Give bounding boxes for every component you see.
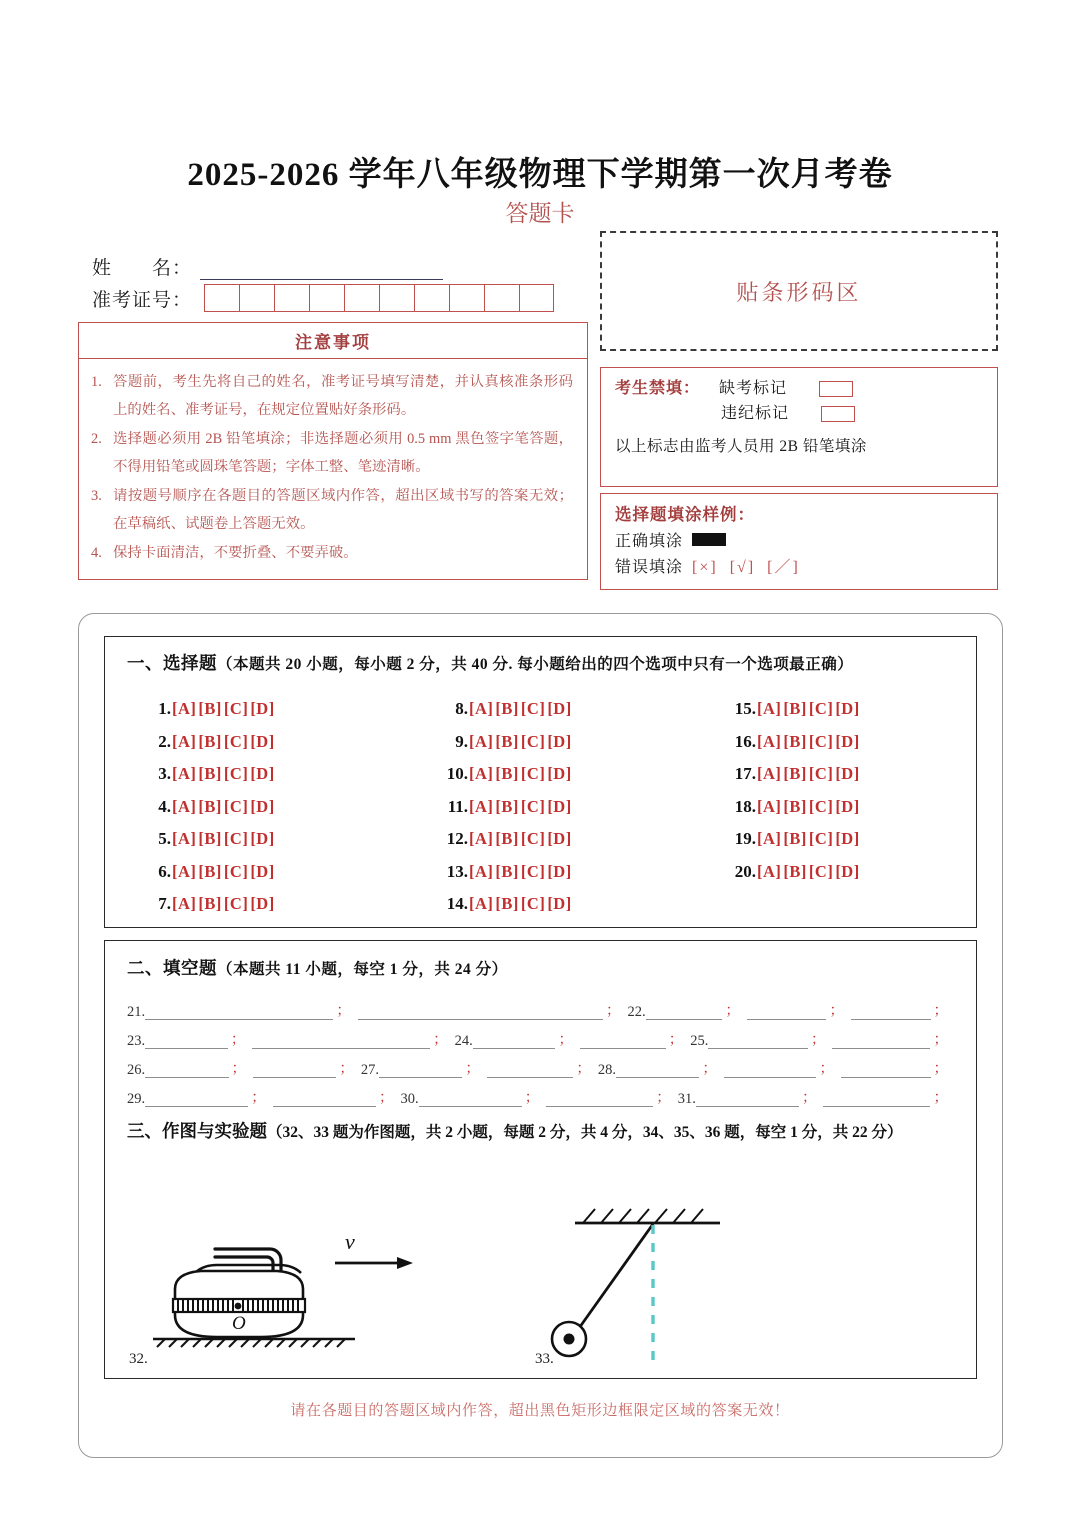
fill-blank-separator: ； (725, 1002, 740, 1019)
fill-blank-separator: ； (668, 1031, 684, 1048)
ticket-number-box[interactable] (274, 284, 309, 312)
choice-options (469, 699, 574, 719)
choice-bubble[interactable]: [D] (547, 861, 572, 881)
choice-options (469, 797, 574, 817)
choice-bubble[interactable]: [B] (783, 699, 807, 718)
choice-options (172, 764, 277, 784)
choice-bubble[interactable]: [C] (223, 764, 249, 783)
choice-bubble[interactable]: [A] (172, 796, 197, 816)
ticket-number-box[interactable] (309, 284, 344, 312)
fill-blank-separator: ； (606, 1002, 621, 1019)
wrong-fill-label: 错误填涂 (615, 559, 684, 576)
choice-row (442, 764, 574, 797)
fill-blank-rows (127, 991, 955, 1107)
choice-bubble[interactable]: [B] (783, 796, 807, 816)
choice-bubble[interactable]: [A] (469, 699, 494, 718)
choice-bubble[interactable]: [C] (520, 829, 546, 848)
choice-question-number: 8. (455, 699, 468, 718)
fill-example-box (600, 493, 998, 590)
choice-question-number: 16. (734, 731, 756, 751)
choice-bubble[interactable]: [A] (172, 861, 197, 881)
choice-bubble[interactable]: [C] (223, 829, 249, 848)
choice-row (145, 862, 277, 895)
choice-row (442, 699, 574, 732)
choice-bubble[interactable]: [A] (757, 861, 782, 881)
choice-bubble[interactable]: [D] (250, 699, 275, 718)
choice-bubble[interactable]: [A] (469, 861, 494, 881)
ticket-number-box[interactable] (204, 284, 239, 312)
notice-item-text: 选择题必须用 2B 铅笔填涂；非选择题必须用 0.5 mm 黑色签字笔答题，不得用铅笔或圆珠笔答题；字体工整、笔迹清晰。 (113, 431, 573, 476)
fill-blank-line[interactable] (823, 1090, 930, 1107)
fill-blank-separator: ； (378, 1089, 394, 1106)
choice-bubble[interactable]: [B] (495, 699, 519, 718)
choice-bubble[interactable]: [B] (783, 861, 807, 881)
pendulum-diagram (525, 1191, 805, 1376)
choice-question-number: 5. (158, 829, 171, 848)
choice-bubble[interactable]: [C] (808, 829, 834, 848)
choice-bubble[interactable]: [D] (250, 796, 275, 816)
violation-mark-checkbox[interactable] (821, 406, 855, 422)
choice-bubble[interactable]: [C] (520, 894, 546, 913)
velocity-label: v (345, 1229, 355, 1254)
choice-bubble[interactable]: [D] (250, 894, 275, 913)
choice-bubble[interactable]: [B] (198, 829, 222, 848)
fill-blank-separator: ； (251, 1089, 266, 1106)
ticket-number-box[interactable] (344, 284, 379, 312)
choice-question-number: 11. (447, 796, 468, 816)
choice-options (172, 797, 277, 817)
choice-row (145, 732, 277, 765)
section-fill-and-draw (104, 940, 977, 1379)
choice-bubble[interactable]: [D] (250, 731, 275, 751)
fill-blank-row (127, 1049, 955, 1078)
wrong-fill-mark: [／] (767, 559, 800, 576)
choice-bubble[interactable]: [A] (469, 764, 494, 783)
choice-question-number: 17. (734, 764, 756, 783)
notice-body (79, 359, 587, 579)
choice-question-number: 1. (158, 699, 171, 718)
fill-blank-line[interactable] (419, 1090, 522, 1107)
choice-options (172, 829, 277, 849)
section1-title: 一、选择题 (127, 653, 217, 673)
choice-options (172, 732, 277, 752)
notice-item-number: 3. (91, 488, 102, 505)
fill-blank-separator: ； (230, 1031, 246, 1048)
fill-blank-separator: ； (433, 1031, 448, 1048)
choice-bubble[interactable]: [D] (835, 861, 860, 881)
fill-blank-separator: ； (231, 1060, 246, 1077)
choice-bubble[interactable]: [C] (520, 861, 546, 881)
section2-title: 二、填空题 (127, 958, 217, 978)
choice-bubble[interactable]: [D] (835, 699, 860, 718)
choice-row (442, 732, 574, 765)
fill-blank-line[interactable] (358, 1003, 603, 1020)
fill-blank-separator: ； (933, 1060, 949, 1077)
choice-question-number: 13. (446, 861, 468, 881)
choice-bubble[interactable]: [C] (808, 861, 834, 881)
choice-column (442, 699, 574, 927)
wrong-fill-mark: [√] (729, 559, 756, 576)
fill-blank-separator: ； (933, 1002, 949, 1019)
choice-options (757, 829, 862, 849)
notice-item (91, 368, 573, 424)
proctor-marks-box (600, 367, 998, 487)
section3-detail: （32、33 题为作图题，共 2 小题，每题 2 分，共 4 分，34、35、36 题，每空 1 分，共 22 分） (267, 1124, 903, 1141)
choice-bubble[interactable]: [B] (198, 894, 222, 913)
choice-question-number: 15. (734, 699, 756, 718)
choice-bubble[interactable]: [A] (469, 894, 494, 913)
wrong-fill-mark: [×] (692, 559, 718, 576)
section-multiple-choice (104, 636, 977, 928)
choice-bubble[interactable]: [C] (808, 796, 834, 816)
choice-options (757, 862, 862, 882)
choice-bubble[interactable]: [D] (250, 861, 275, 881)
fill-blank-separator: ； (829, 1002, 844, 1019)
violation-mark-label: 违纪标记 (721, 404, 790, 422)
choice-bubble[interactable]: [D] (835, 731, 860, 751)
choice-bubble[interactable]: [C] (520, 796, 546, 816)
notice-item (91, 539, 573, 567)
fill-blank-line[interactable] (696, 1090, 799, 1107)
fill-question-number: 27. (360, 1061, 379, 1078)
choice-row (145, 829, 277, 862)
section3-title: 三、作图与实验题 (127, 1121, 267, 1141)
choice-question-number: 19. (734, 829, 756, 848)
choice-options (757, 797, 862, 817)
fill-question-number: 28. (597, 1061, 616, 1078)
choice-question-number: 4. (158, 796, 171, 816)
choice-row (442, 829, 574, 862)
choice-question-number: 14. (446, 894, 468, 913)
choice-bubble[interactable]: [D] (835, 796, 860, 816)
choice-question-number: 20. (734, 861, 756, 881)
choice-column (145, 699, 277, 927)
choice-row (730, 862, 862, 895)
fill-question-number: 22. (627, 1003, 646, 1020)
page-title: 2025-2026 学年八年级物理下学期第一次月考卷 (187, 157, 893, 193)
choice-options (469, 862, 574, 882)
wrong-fill-marks (692, 554, 812, 577)
choice-row (730, 732, 862, 765)
notice-item-text: 请按题号顺序在各题目的答题区域内作答，超出区域书写的答案无效；在草稿纸、试题卷上答题无效。 (113, 488, 573, 533)
correct-fill-row (615, 528, 997, 551)
choice-bubble[interactable]: [B] (495, 861, 519, 881)
choice-row (442, 894, 574, 927)
choice-bubble[interactable]: [B] (495, 796, 519, 816)
choice-bubble[interactable]: [A] (172, 829, 197, 848)
choice-bubble[interactable]: [B] (198, 731, 222, 751)
fill-blank-line[interactable] (253, 1061, 336, 1078)
choice-bubble[interactable]: [C] (520, 699, 546, 718)
fill-blank-line[interactable] (252, 1032, 430, 1049)
fill-blank-line[interactable] (851, 1003, 931, 1020)
choice-bubble[interactable]: [A] (757, 829, 782, 848)
fill-blank-line[interactable] (708, 1032, 808, 1049)
fill-blank-separator: ； (576, 1060, 591, 1077)
fill-question-number: 29. (127, 1090, 146, 1107)
choice-row (442, 862, 574, 895)
fill-blank-row (127, 1078, 955, 1107)
choice-question-number: 7. (158, 894, 171, 913)
choice-options (469, 764, 574, 784)
fill-blank-line[interactable] (616, 1061, 699, 1078)
choice-bubble[interactable]: [A] (172, 894, 197, 913)
ticket-number-row (92, 284, 554, 312)
footer-note: 请在各题目的答题区域内作答，超出黑色矩形边框限定区域的答案无效！ (290, 1403, 790, 1419)
fill-blank-line[interactable] (145, 1090, 248, 1107)
choice-bubble[interactable]: [C] (808, 764, 834, 783)
page-subtitle: 答题卡 (505, 201, 575, 226)
choice-row (145, 894, 277, 927)
choice-bubble[interactable]: [B] (783, 731, 807, 751)
absent-mark-row (615, 377, 997, 402)
fill-blank-line[interactable] (379, 1061, 462, 1078)
choice-question-number: 18. (734, 796, 756, 816)
fill-blank-separator: ； (336, 1002, 351, 1019)
fill-blank-line[interactable] (832, 1032, 930, 1049)
choice-question-number: 12. (446, 829, 468, 848)
choice-bubble[interactable]: [A] (757, 796, 782, 816)
fill-blank-line[interactable] (841, 1061, 931, 1078)
choice-question-number: 6. (158, 861, 171, 881)
fill-blank-separator: ； (339, 1060, 354, 1077)
choice-bubble[interactable]: [D] (547, 699, 572, 718)
fill-blank-separator: ； (656, 1089, 671, 1106)
choice-options (172, 699, 277, 719)
choice-bubble[interactable]: [D] (547, 731, 572, 751)
choice-options (757, 732, 862, 752)
choice-row (730, 829, 862, 862)
fill-blank-row (127, 1020, 955, 1049)
notice-item-number: 1. (91, 374, 102, 390)
fill-blank-line[interactable] (145, 1003, 333, 1020)
fill-blank-row (127, 991, 955, 1020)
choice-bubble[interactable]: [C] (808, 699, 834, 718)
choice-bubble[interactable]: [C] (223, 894, 249, 913)
fill-blank-separator: ； (810, 1031, 826, 1048)
choice-bubble[interactable]: [A] (469, 796, 494, 816)
choice-bubble[interactable]: [B] (495, 894, 519, 913)
curling-stone-diagram (145, 1211, 475, 1371)
fill-blank-line[interactable] (747, 1003, 827, 1020)
notice-title: 注意事项 (79, 323, 587, 359)
choice-row (442, 797, 574, 830)
choice-bubble[interactable]: [C] (808, 731, 834, 751)
choice-options (757, 764, 862, 784)
choice-row (145, 797, 277, 830)
choice-question-number: 9. (455, 731, 468, 751)
ticket-number-box[interactable] (449, 284, 484, 312)
choice-bubble[interactable]: [B] (198, 796, 222, 816)
choice-bubble[interactable]: [B] (783, 829, 807, 848)
ticket-number-box[interactable] (519, 284, 554, 312)
choice-bubble[interactable]: [B] (783, 764, 807, 783)
choice-options (757, 699, 862, 719)
choice-options (172, 862, 277, 882)
name-input-line[interactable] (200, 262, 443, 280)
choice-bubble[interactable]: [A] (172, 699, 197, 718)
choice-bubble[interactable]: [B] (198, 861, 222, 881)
choice-bubble[interactable]: [D] (547, 829, 572, 848)
fill-blank-separator: ； (933, 1089, 948, 1106)
fill-blank-separator: ； (819, 1060, 834, 1077)
fill-question-number: 26. (127, 1061, 146, 1078)
ticket-number-box[interactable] (239, 284, 274, 312)
choice-options (469, 894, 574, 914)
choice-column (730, 699, 862, 894)
correct-fill-label: 正确填涂 (615, 533, 684, 550)
proctor-note: 以上标志由监考人员用 2B 铅笔填涂 (615, 437, 867, 455)
fill-question-number: 24. (454, 1032, 473, 1049)
choice-row (145, 699, 277, 732)
fill-blank-separator: ； (558, 1031, 573, 1048)
choice-bubble[interactable]: [D] (250, 829, 275, 848)
absent-mark-label: 缺考标记 (719, 380, 788, 397)
question-32-label: 32. (129, 1351, 148, 1367)
choice-bubble[interactable]: [A] (757, 764, 782, 783)
notice-item (91, 482, 573, 538)
choice-row (145, 764, 277, 797)
section1-heading (127, 650, 853, 675)
choice-bubble[interactable]: [D] (835, 829, 860, 848)
fill-blank-separator: ； (801, 1089, 817, 1106)
fill-question-number: 30. (400, 1090, 419, 1107)
fill-question-number: 25. (690, 1032, 709, 1049)
ticket-number-box[interactable] (379, 284, 414, 312)
section2-heading (127, 955, 508, 980)
choice-bubble[interactable]: [A] (469, 829, 494, 848)
choice-bubble[interactable]: [B] (495, 731, 519, 751)
name-label: 姓 名： (92, 258, 193, 279)
choice-row (730, 699, 862, 732)
choice-question-number: 10. (446, 764, 468, 783)
barcode-paste-area (600, 231, 998, 351)
fill-blank-line[interactable] (145, 1032, 228, 1049)
section1-detail: （本题共 20 小题，每小题 2 分，共 40 分. 每小题给出的四个选项中只有一个选项最正确） (217, 656, 854, 673)
choice-row (730, 764, 862, 797)
choice-bubble[interactable]: [A] (172, 764, 197, 783)
choice-bubble[interactable]: [C] (520, 731, 546, 751)
name-field-row (92, 253, 443, 280)
curling-center-label: O (232, 1313, 246, 1334)
choice-bubble[interactable]: [A] (172, 731, 197, 751)
choice-question-number: 3. (158, 764, 171, 783)
choice-options (469, 829, 574, 849)
choice-bubble[interactable]: [D] (547, 764, 572, 783)
section2-detail: （本题共 11 小题，每空 1 分，共 24 分） (217, 961, 508, 978)
fill-blank-line[interactable] (724, 1061, 817, 1078)
ticket-number-boxes[interactable] (204, 284, 554, 312)
proctor-marks-head: 考生禁填： (615, 380, 701, 397)
fill-blank-separator: ； (702, 1060, 717, 1077)
wrong-fill-row (615, 554, 997, 577)
choice-bubble[interactable]: [B] (495, 829, 519, 848)
fill-blank-line[interactable] (145, 1061, 228, 1078)
choice-question-number: 2. (158, 731, 171, 751)
question-33-label: 33. (535, 1351, 554, 1367)
notice-box (78, 322, 588, 580)
choice-bubble[interactable]: [C] (223, 861, 249, 881)
fill-blank-line[interactable] (546, 1090, 653, 1107)
ticket-number-label: 准考证号： (92, 289, 193, 311)
choice-row (730, 797, 862, 830)
absent-mark-checkbox[interactable] (819, 381, 853, 397)
choice-bubble[interactable]: [C] (223, 699, 249, 718)
notice-item-text: 保持卡面清洁，不要折叠、不要弄破。 (113, 545, 358, 562)
fill-blank-line[interactable] (646, 1003, 723, 1020)
violation-mark-row (615, 402, 997, 427)
barcode-area-label: 贴条形码区 (736, 279, 862, 305)
ticket-number-box[interactable] (414, 284, 449, 312)
ticket-number-box[interactable] (484, 284, 519, 312)
choice-options (469, 732, 574, 752)
fill-blank-separator: ； (465, 1060, 480, 1077)
choice-bubble[interactable]: [B] (198, 764, 222, 783)
fill-blank-line[interactable] (273, 1090, 376, 1107)
fill-question-number: 31. (677, 1090, 696, 1107)
choice-bubble[interactable]: [A] (469, 731, 494, 751)
choice-bubble[interactable]: [C] (520, 764, 546, 783)
answer-area-frame (78, 613, 1003, 1458)
choice-bubble[interactable]: [D] (250, 764, 275, 783)
correct-fill-swatch-icon (692, 533, 726, 546)
choice-bubble[interactable]: [D] (547, 894, 572, 913)
choice-bubble[interactable]: [C] (223, 796, 249, 816)
fill-example-title: 选择题填涂样例： (615, 505, 755, 524)
choice-bubble[interactable]: [D] (547, 796, 572, 816)
choice-bubble[interactable]: [B] (495, 764, 519, 783)
diagram-area (105, 1191, 978, 1376)
notice-item-number: 2. (91, 431, 102, 448)
choice-bubble[interactable]: [B] (198, 699, 222, 718)
fill-blank-separator: ； (524, 1089, 540, 1106)
notice-item-number: 4. (91, 545, 102, 562)
fill-question-number: 23. (127, 1032, 146, 1049)
section3-heading (127, 1117, 959, 1146)
notice-item (91, 425, 573, 481)
fill-blank-line[interactable] (473, 1032, 556, 1049)
fill-blank-separator: ； (933, 1031, 948, 1048)
fill-blank-line[interactable] (580, 1032, 666, 1049)
choice-bubble[interactable]: [C] (223, 731, 249, 751)
choice-options (172, 894, 277, 914)
choice-bubble[interactable]: [A] (757, 731, 782, 751)
choice-bubble[interactable]: [A] (757, 699, 782, 718)
fill-question-number: 21. (127, 1003, 146, 1020)
fill-blank-line[interactable] (487, 1061, 573, 1078)
choice-bubble[interactable]: [D] (835, 764, 860, 783)
notice-item-text: 答题前，考生先将自己的姓名，准考证号填写清楚，并认真核准条形码上的姓名、准考证号，在规定位置贴好条形码。 (113, 374, 573, 419)
